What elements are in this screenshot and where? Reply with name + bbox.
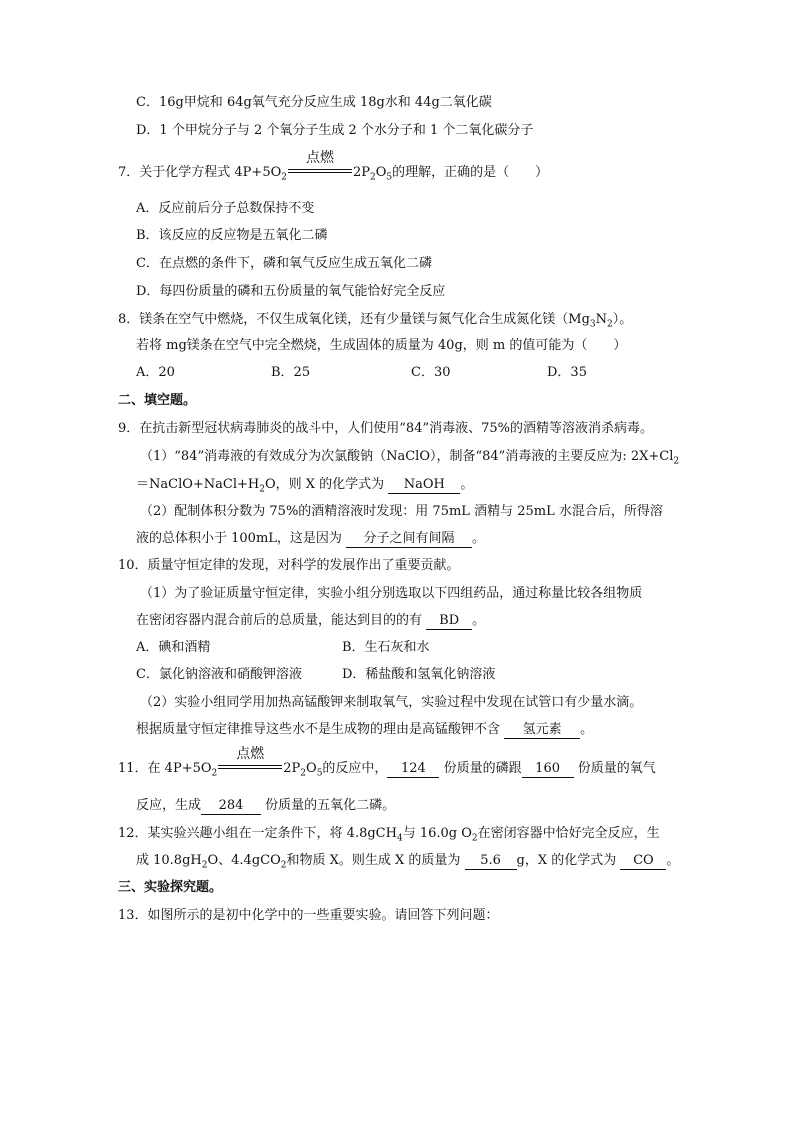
q11-answer-2: 160: [522, 761, 574, 778]
q13-stem: 13．如图所示的是初中化学中的一些重要实验。请回答下列问题：: [118, 908, 499, 923]
q12-answer-2: CO: [620, 853, 666, 870]
q6-option-d: D．1 个甲烷分子与 2 个氧分子生成 2 个水分子和 1 个二氧化碳分子: [136, 123, 534, 138]
q9-answer-2: 分子之间有间隔: [346, 531, 472, 548]
q10-part1-line1: （1）为了验证质量守恒定律，实验小组分别选取以下四组药品，通过称量比较各组物质: [140, 586, 643, 601]
q11-line2: 反应，生成 284 份质量的五氧化二磷。: [136, 798, 396, 813]
q12-answer-1: 5.6: [465, 853, 517, 870]
section-title-experiment: 三、实验探究题。: [118, 880, 223, 895]
q9-answer-1: NaOH: [388, 477, 460, 494]
q11-answer-1: 124: [387, 761, 439, 778]
q11-line1: 11．在 $4P+5O_2$ 点燃 $2P_2O_5$的反应中， 124 份质量的磷跟 160 份质量的氧气: [118, 746, 656, 779]
q7-stem: 7．关于化学方程式 $4P+5O_2$ 点燃 $2P_2O_5$的理解，正确的是（ ）: [118, 150, 549, 183]
q8-option-c: C．30: [411, 365, 451, 380]
q9-part2-line1: （2）配制体积分数为 75%的酒精溶液时发现：用 75mL 酒精与 25mL 水混合后，所得溶: [140, 504, 663, 519]
q10-option-d: D．稀盐酸和氢氧化钠溶液: [342, 667, 496, 682]
q10-option-b: B．生石灰和水: [342, 640, 430, 655]
section-title-fill-in: 二、填空题。: [118, 393, 197, 408]
q10-part1-line2: 在密闭容器内混合前后的总质量，能达到目的的有 BD 。: [136, 613, 486, 628]
q10-part2-line1: （2）实验小组同学用加热高锰酸钾来制取氧气，实验过程中发现在试管口有少量水滴。: [140, 695, 643, 710]
reaction-condition-arrow: 点燃: [218, 758, 282, 772]
q9-part2-line2: 液的总体积小于 100mL，这是因为 分子之间有间隔 。: [136, 531, 486, 546]
q7-option-d: D．每四份质量的磷和五份质量的氧气能恰好完全反应: [136, 284, 446, 299]
q10-stem: 10．质量守恒定律的发现，对科学的发展作出了重要贡献。: [118, 558, 460, 573]
q10-answer-2: 氢元素: [504, 722, 580, 739]
q9-part1-line1: （1）“84”消毒液的有效成分为次氯酸钠（NaClO），制备“84”消毒液的主要反应为: $2X+Cl_2$: [140, 449, 680, 467]
q8-option-b: B．25: [271, 365, 311, 380]
q10-answer-1: BD: [426, 613, 472, 630]
q12-line1: 12．某实验兴趣小组在一定条件下，将 4.8gCH$_4$与 16.0g $O_2$在密闭容器中恰好完全反应，生: [118, 826, 660, 844]
q7-option-b: B．该反应的反应物是五氧化二磷: [136, 228, 328, 243]
q8-stem-line2: 若将 mg镁条在空气中完全燃烧，生成固体的质量为 40g，则 m 的值可能为（ ）: [136, 338, 627, 353]
q8-option-a: A．20: [136, 365, 175, 380]
q9-part1-line2: $=NaClO+NaCl+H_2O$，则 X 的化学式为 NaOH 。: [136, 477, 474, 495]
q8-option-d: D．35: [547, 365, 587, 380]
q9-stem: 9．在抗击新型冠状病毒肺炎的战斗中，人们使用“84”消毒液、75%的酒精等溶液消杀病毒。: [118, 421, 654, 436]
reaction-condition-arrow: 点燃: [288, 162, 352, 176]
q12-line2: 成 $10.8gH_2O$、4.4gCO$_2$和物质 X。则生成 X 的质量为 5.6 g，X 的化学式为 CO 。: [136, 853, 680, 871]
q7-option-c: C．在点燃的条件下，磷和氧气反应生成五氧化二磷: [136, 256, 432, 271]
q10-part2-line2: 根据质量守恒定律推导这些水不是生成物的理由是高锰酸钾不含 氢元素 。: [136, 722, 594, 737]
q10-option-c: C．氯化钠溶液和硝酸钾溶液: [136, 667, 302, 682]
q7-option-a: A．反应前后分子总数保持不变: [136, 201, 315, 216]
q6-option-c: C．16g甲烷和 64g氧气充分反应生成 18g水和 44g二氧化碳: [136, 95, 492, 110]
q10-option-a: A．碘和酒精: [136, 640, 211, 655]
q11-answer-3: 284: [201, 798, 261, 815]
q8-stem-line1: 8．镁条在空气中燃烧，不仅生成氧化镁，还有少量镁与氮气化合生成氮化镁$(Mg_3N_2)$。: [118, 312, 633, 330]
